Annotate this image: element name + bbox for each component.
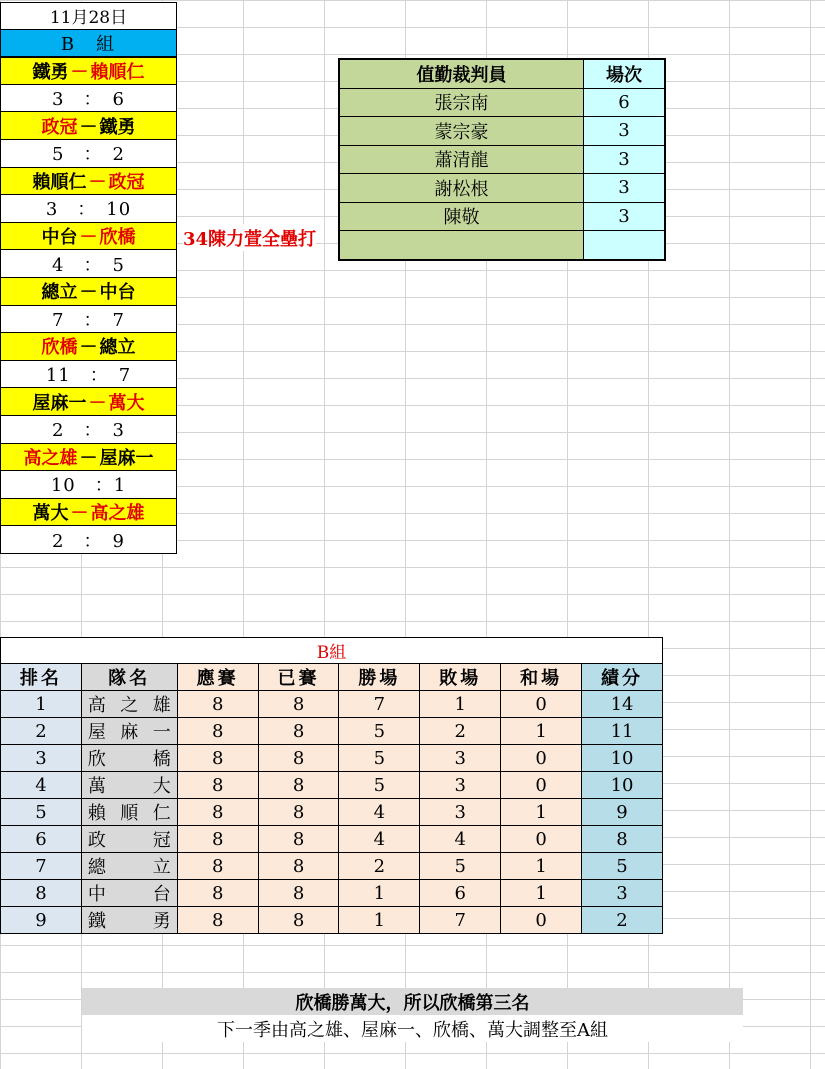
lost-cell[interactable]: 2 — [420, 718, 501, 745]
umpire-row — [339, 88, 665, 117]
tied-cell[interactable]: 1 — [501, 799, 582, 826]
played-cell[interactable]: 8 — [258, 880, 339, 907]
dash-separator: － — [79, 227, 98, 249]
lost-cell[interactable]: 3 — [420, 799, 501, 826]
played-cell[interactable]: 8 — [258, 691, 339, 718]
lost-cell[interactable]: 6 — [420, 880, 501, 907]
tied-cell[interactable]: 0 — [501, 826, 582, 853]
played-cell[interactable]: 8 — [258, 772, 339, 799]
rank-cell[interactable]: 1 — [1, 691, 82, 718]
won-cell[interactable]: 7 — [339, 691, 420, 718]
match-cell[interactable] — [0, 112, 177, 140]
team-away: 中台 — [99, 282, 136, 304]
won-cell[interactable]: 5 — [339, 718, 420, 745]
umpire-count[interactable]: 3 — [584, 145, 666, 174]
group-cell[interactable]: B 組 — [0, 30, 177, 58]
header-won[interactable]: 勝場 — [339, 664, 420, 691]
team-home: 賴順仁 — [32, 171, 87, 193]
table-row — [1, 745, 663, 772]
schedule-column — [0, 2, 177, 554]
points-cell[interactable]: 5 — [582, 853, 663, 880]
rank-cell[interactable]: 6 — [1, 826, 82, 853]
team-home: 欣橋 — [41, 337, 78, 359]
rank-cell[interactable]: 2 — [1, 718, 82, 745]
umpire-table — [338, 58, 666, 261]
won-cell[interactable]: 4 — [339, 799, 420, 826]
rank-cell[interactable]: 4 — [1, 772, 82, 799]
played-cell[interactable]: 8 — [258, 853, 339, 880]
umpire-count[interactable]: 3 — [584, 117, 666, 146]
match-cell[interactable] — [0, 223, 177, 251]
team-cell[interactable]: 中 台 — [81, 880, 177, 907]
scheduled-cell[interactable]: 8 — [177, 745, 258, 772]
team-cell[interactable]: 萬 大 — [81, 772, 177, 799]
umpire-header-name[interactable]: 值勤裁判員 — [339, 59, 584, 88]
points-cell[interactable]: 9 — [582, 799, 663, 826]
umpire-name[interactable] — [339, 231, 584, 260]
played-cell[interactable]: 8 — [258, 718, 339, 745]
team-home: 中台 — [41, 227, 78, 249]
score-cell[interactable]: 2 ： 3 — [0, 416, 177, 444]
scheduled-cell[interactable]: 8 — [177, 691, 258, 718]
won-cell[interactable]: 5 — [339, 745, 420, 772]
won-cell[interactable]: 1 — [339, 880, 420, 907]
team-away: 屋麻一 — [99, 447, 154, 469]
dash-separator: － — [79, 282, 98, 304]
points-cell[interactable]: 10 — [582, 772, 663, 799]
lost-cell[interactable]: 3 — [420, 745, 501, 772]
header-scheduled[interactable]: 應賽 — [177, 664, 258, 691]
lost-cell[interactable]: 7 — [420, 907, 501, 934]
standings-rows — [1, 691, 663, 934]
score-cell[interactable]: 11 ： 7 — [0, 361, 177, 389]
points-cell[interactable]: 14 — [582, 691, 663, 718]
match-cell[interactable] — [0, 168, 177, 196]
team-away: 鐵勇 — [99, 116, 136, 138]
umpire-name[interactable]: 張宗南 — [339, 88, 584, 117]
umpire-rows — [339, 88, 665, 260]
team-away: 欣橋 — [99, 227, 136, 249]
team-cell[interactable]: 欣 橋 — [81, 745, 177, 772]
played-cell[interactable]: 8 — [258, 799, 339, 826]
umpire-header-row — [339, 59, 665, 88]
rank-cell[interactable]: 8 — [1, 880, 82, 907]
team-home: 政冠 — [41, 116, 78, 138]
umpire-row — [339, 231, 665, 260]
lost-cell[interactable]: 3 — [420, 772, 501, 799]
points-cell[interactable]: 10 — [582, 745, 663, 772]
points-cell[interactable]: 11 — [582, 718, 663, 745]
team-home: 鐵勇 — [32, 61, 69, 83]
lost-cell[interactable]: 1 — [420, 691, 501, 718]
games-list — [0, 57, 177, 554]
rank-cell[interactable]: 5 — [1, 799, 82, 826]
standings-title[interactable]: B組 — [1, 638, 663, 664]
scheduled-cell[interactable]: 8 — [177, 880, 258, 907]
score-cell[interactable]: 2 ： 9 — [0, 526, 177, 554]
scheduled-cell[interactable]: 8 — [177, 772, 258, 799]
umpire-name[interactable]: 蕭清龍 — [339, 145, 584, 174]
match-cell[interactable] — [0, 499, 177, 527]
umpire-count[interactable]: 3 — [584, 202, 666, 231]
team-away: 政冠 — [108, 171, 145, 193]
standings-table — [0, 637, 663, 934]
played-cell[interactable]: 8 — [258, 826, 339, 853]
table-row — [1, 907, 663, 934]
standings-header-row — [1, 664, 663, 691]
header-points[interactable]: 績分 — [582, 664, 663, 691]
header-tied[interactable]: 和場 — [501, 664, 582, 691]
match-cell[interactable] — [0, 57, 177, 85]
team-cell[interactable]: 總 立 — [81, 853, 177, 880]
played-cell[interactable]: 8 — [258, 745, 339, 772]
match-cell[interactable] — [0, 278, 177, 306]
match-cell[interactable] — [0, 333, 177, 361]
rank-cell[interactable]: 7 — [1, 853, 82, 880]
table-row — [1, 826, 663, 853]
points-cell[interactable]: 8 — [582, 826, 663, 853]
match-cell[interactable] — [0, 444, 177, 472]
team-away: 萬大 — [108, 392, 145, 414]
umpire-name[interactable]: 謝松根 — [339, 174, 584, 203]
team-home: 高之雄 — [23, 447, 78, 469]
tied-cell[interactable]: 0 — [501, 691, 582, 718]
dash-separator: － — [70, 502, 89, 524]
umpire-row — [339, 174, 665, 203]
lost-cell[interactable]: 5 — [420, 853, 501, 880]
lost-cell[interactable]: 4 — [420, 826, 501, 853]
scheduled-cell[interactable]: 8 — [177, 853, 258, 880]
dash-separator: － — [88, 392, 107, 414]
header-rank[interactable]: 排名 — [1, 664, 82, 691]
table-row — [1, 799, 663, 826]
table-row — [1, 853, 663, 880]
score-cell[interactable]: 3 ： 6 — [0, 85, 177, 113]
umpire-count[interactable]: 6 — [584, 88, 666, 117]
team-cell[interactable]: 政 冠 — [81, 826, 177, 853]
tied-cell[interactable]: 0 — [501, 772, 582, 799]
date-cell[interactable]: 11月28日 — [0, 2, 177, 30]
header-played[interactable]: 已賽 — [258, 664, 339, 691]
header-lost[interactable]: 敗場 — [420, 664, 501, 691]
scheduled-cell[interactable]: 8 — [177, 718, 258, 745]
score-cell[interactable]: 7 ： 7 — [0, 306, 177, 334]
team-away: 總立 — [99, 337, 136, 359]
won-cell[interactable]: 4 — [339, 826, 420, 853]
home-run-note[interactable]: 34陳力萱全壘打 — [183, 224, 316, 251]
table-row — [1, 691, 663, 718]
umpire-header-count[interactable]: 場次 — [584, 59, 666, 88]
tied-cell[interactable]: 1 — [501, 718, 582, 745]
match-cell[interactable] — [0, 388, 177, 416]
team-cell[interactable]: 賴順仁 — [81, 799, 177, 826]
won-cell[interactable]: 2 — [339, 853, 420, 880]
dash-separator: － — [79, 337, 98, 359]
umpire-name[interactable]: 陳敬 — [339, 202, 584, 231]
promotion-note[interactable]: 下一季由高之雄、屋麻一、欣橋、萬大調整至A組 — [82, 1015, 743, 1042]
team-cell[interactable]: 鐵 勇 — [81, 907, 177, 934]
scheduled-cell[interactable]: 8 — [177, 907, 258, 934]
dash-separator: － — [70, 61, 89, 83]
won-cell[interactable]: 5 — [339, 772, 420, 799]
score-cell[interactable]: 10 ：1 — [0, 471, 177, 499]
team-home: 屋麻一 — [32, 392, 87, 414]
won-cell[interactable]: 1 — [339, 907, 420, 934]
team-away: 賴順仁 — [90, 61, 145, 83]
table-row — [1, 880, 663, 907]
table-row — [1, 772, 663, 799]
umpire-row — [339, 145, 665, 174]
dash-separator: － — [79, 447, 98, 469]
score-cell[interactable]: 5 ： 2 — [0, 140, 177, 168]
dash-separator: － — [88, 171, 107, 193]
rank-cell[interactable]: 3 — [1, 745, 82, 772]
rank-cell[interactable]: 9 — [1, 907, 82, 934]
umpire-count[interactable] — [584, 231, 666, 260]
scheduled-cell[interactable]: 8 — [177, 799, 258, 826]
tied-cell[interactable]: 1 — [501, 880, 582, 907]
team-cell[interactable]: 高之雄 — [81, 691, 177, 718]
tied-cell[interactable]: 0 — [501, 907, 582, 934]
tied-cell[interactable]: 0 — [501, 745, 582, 772]
team-away: 高之雄 — [90, 502, 145, 524]
team-home: 萬大 — [32, 502, 69, 524]
umpire-row — [339, 202, 665, 231]
umpire-row — [339, 117, 665, 146]
dash-separator: － — [79, 116, 98, 138]
points-cell[interactable]: 2 — [582, 907, 663, 934]
points-cell[interactable]: 3 — [582, 880, 663, 907]
team-cell[interactable]: 屋麻一 — [81, 718, 177, 745]
tied-cell[interactable]: 1 — [501, 853, 582, 880]
table-row — [1, 718, 663, 745]
team-home: 總立 — [41, 282, 78, 304]
umpire-count[interactable]: 3 — [584, 174, 666, 203]
score-cell[interactable]: 4 ： 5 — [0, 250, 177, 278]
summary-note[interactable]: 欣橋勝萬大，所以欣橋第三名 — [82, 988, 743, 1015]
umpire-name[interactable]: 蒙宗豪 — [339, 117, 584, 146]
header-team[interactable]: 隊名 — [81, 664, 177, 691]
scheduled-cell[interactable]: 8 — [177, 826, 258, 853]
score-cell[interactable]: 3 ： 10 — [0, 195, 177, 223]
played-cell[interactable]: 8 — [258, 907, 339, 934]
